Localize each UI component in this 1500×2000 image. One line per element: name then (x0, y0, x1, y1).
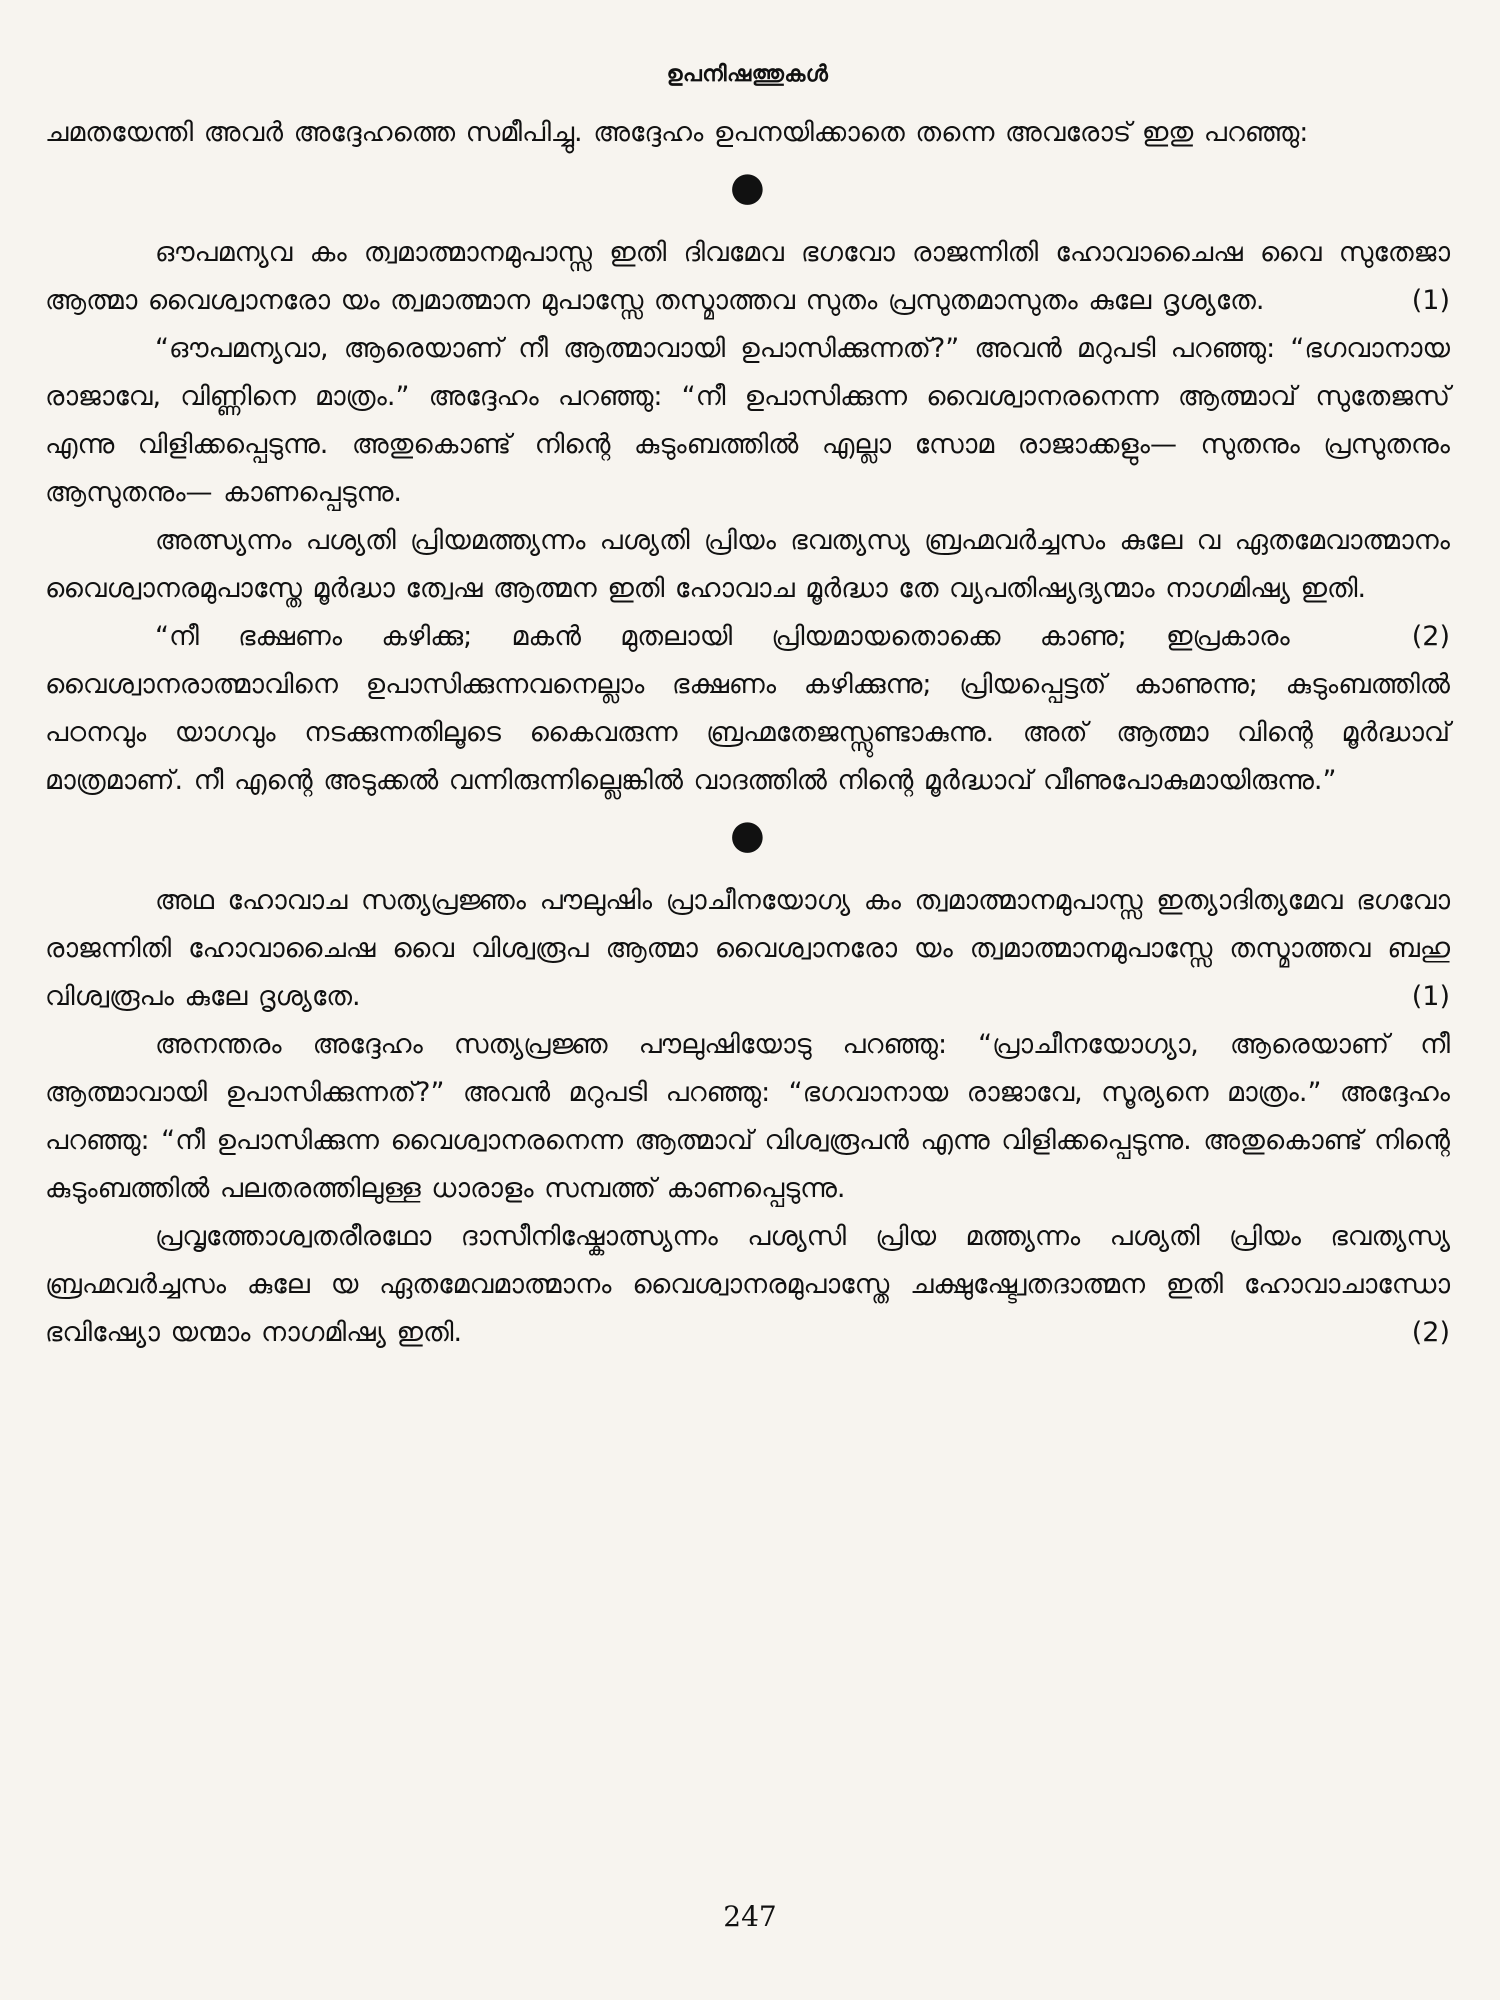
verse-4-text: പ്രവൃത്തോശ്വതരീരഥോ ദാസീനിഷ്കോത്സ്യന്നം പശ്യസി പ്രിയ മത്ത്യന്നം പശ്യതി പ്രിയം ഭവത്യസ്യ ബ്രഹ്മവർച്ചസം കുലേ യ ഏതമേവമാത്മാനം വൈശ്വാനരമുപാസ്തേ ചക്ഷുഷ്ട്വേതദാത്മന ഇതി ഹോവാചാന്ധോ ഭവിഷ്യോ യന്മാം നാഗമിഷ്യ ഇതി. (45, 1221, 1450, 1348)
verse-2-text: അത്സ്യന്നം പശ്യതി പ്രിയമത്ത്യന്നം പശ്യതി പ്രിയം ഭവത്യസ്യ ബ്രഹ്മവർച്ചസം കുലേ വ ഏതമേവാത്മാനം വൈശ്വാനരമുപാസ്തേ മൂർദ്ധാ ത്വേഷ ആത്മന ഇതി ഹോവാച മൂർദ്ധാ തേ വ്യപതിഷ്യദ്യന്മാം നാഗമിഷ്യ ഇതി. (45, 525, 1450, 604)
verse-3-text: അഥ ഹോവാച സത്യപ്രജ്ഞം പൗലുഷിം പ്രാചീനയോഗ്യ കം ത്വമാത്മാനമുപാസ്സ ഇത്യാദിത്യമേവ ഭഗവോ രാജന്നിതി ഹോവാചൈഷ വൈ വിശ്വരൂപ ആത്മാ വൈശ്വാനരോ യം ത്വമാത്മാനമുപാസ്സേ തസ്മാത്തവ ബഹു വിശ്വരൂപം കുലേ ദൃശ്യതേ. (45, 885, 1450, 1012)
verse-1-text: ഔപമന്യവ കം ത്വമാത്മാനമുപാസ്സ ഇതി ദിവമേവ ഭഗവോ രാജന്നിതി ഹോവാചൈഷ വൈ സുതേജാ ആത്മാ വൈശ്വാനരോ യം ത്വമാത്മാന മുപാസ്സേ തസ്മാത്തവ സുതം പ്രസുതമാസുതം കുലേ ദൃശ്യതേ. (45, 237, 1450, 316)
verse-4-number: (2) (1411, 1317, 1450, 1348)
verse-2-translation: “നീ ഭക്ഷണം കഴിക്കു; മകൻ മുതലായി പ്രിയമായതൊക്കെ കാണു; ഇപ്രകാരം വൈശ്വാനരാത്മാവിനെ ഉപാസിക്കുന്നവനെല്ലാം ഭക്ഷണം കഴിക്കുന്നു; പ്രിയപ്പെട്ടത് കാണുന്നു; കുടുംബത്തിൽ പഠനവും യാഗവും നടക്കുന്നതിലൂടെ കൈവരുന്ന ബ്രഹ്മതേജസ്സുണ്ടാകുന്നു. അത് ആത്മാ വിന്റെ മൂർദ്ധാവ് മാത്രമാണ്. നീ എന്റെ അടുക്കൽ വന്നിരുന്നില്ലെങ്കിൽ വാദത്തിൽ നിന്റെ മൂർദ്ധാവ് വീണുപോകുമായിരുന്നു.” (45, 621, 1450, 796)
verse-1-sanskrit (45, 229, 1450, 325)
verse-1-translation: “ഔപമന്യവാ, ആരെയാണ് നീ ആത്മാവായി ഉപാസിക്കുന്നത്?” അവൻ മറുപടി പറഞ്ഞു: “ഭഗവാനായ രാജാവേ, വിണ്ണിനെ മാത്രം.” അദ്ദേഹം പറഞ്ഞു: “നീ ഉപാസിക്കുന്ന വൈശ്വാനരനെന്ന ആത്മാവ് സുതേജസ് എന്നു വിളിക്കപ്പെടുന്നു. അതുകൊണ്ട് നിന്റെ കുടുംബത്തിൽ എല്ലാ സോമ രാജാക്കളും— സുതനും പ്രസുതനും ആസുതനും— കാണപ്പെടുന്നു. (45, 333, 1450, 508)
verse-4-sanskrit (45, 1213, 1450, 1357)
page-number: 247 (723, 1900, 777, 1933)
intro-paragraph: ചമതയേന്തി അവർ അദ്ദേഹത്തെ സമീപിച്ചു. അദ്ദേഹം ഉപനയിക്കാതെ തന്നെ അവരോട് ഇതു പറഞ്ഞു: (45, 117, 1309, 148)
running-head: ഉപനിഷത്തുകൾ (666, 62, 829, 87)
verse-3-number: (1) (1411, 981, 1450, 1012)
verse-2-number: (2) (1411, 621, 1450, 652)
section-divider-1: ● (730, 164, 765, 210)
verse-3-sanskrit (45, 877, 1450, 1021)
verse-3-translation: അനന്തരം അദ്ദേഹം സത്യപ്രജ്ഞ പൗലുഷിയോടു പറഞ്ഞു: “പ്രാചീനയോഗ്യാ, ആരെയാണ് നീ ആത്മാവായി ഉപാസിക്കുന്നത്?” അവൻ മറുപടി പറഞ്ഞു: “ഭഗവാനായ രാജാവേ, സൂര്യനെ മാത്രം.” അദ്ദേഹം പറഞ്ഞു: “നീ ഉപാസിക്കുന്ന വൈശ്വാനരനെന്ന ആത്മാവ് വിശ്വരൂപൻ എന്നു വിളിക്കപ്പെടുന്നു. അതുകൊണ്ട് നിന്റെ കുടുംബത്തിൽ പലതരത്തിലുള്ള ധാരാളം സമ്പത്ത് കാണപ്പെടുന്നു. (45, 1029, 1450, 1204)
verse-1-number: (1) (1411, 285, 1450, 316)
section-divider-2: ● (730, 812, 765, 858)
verse-2-sanskrit (45, 517, 1450, 652)
